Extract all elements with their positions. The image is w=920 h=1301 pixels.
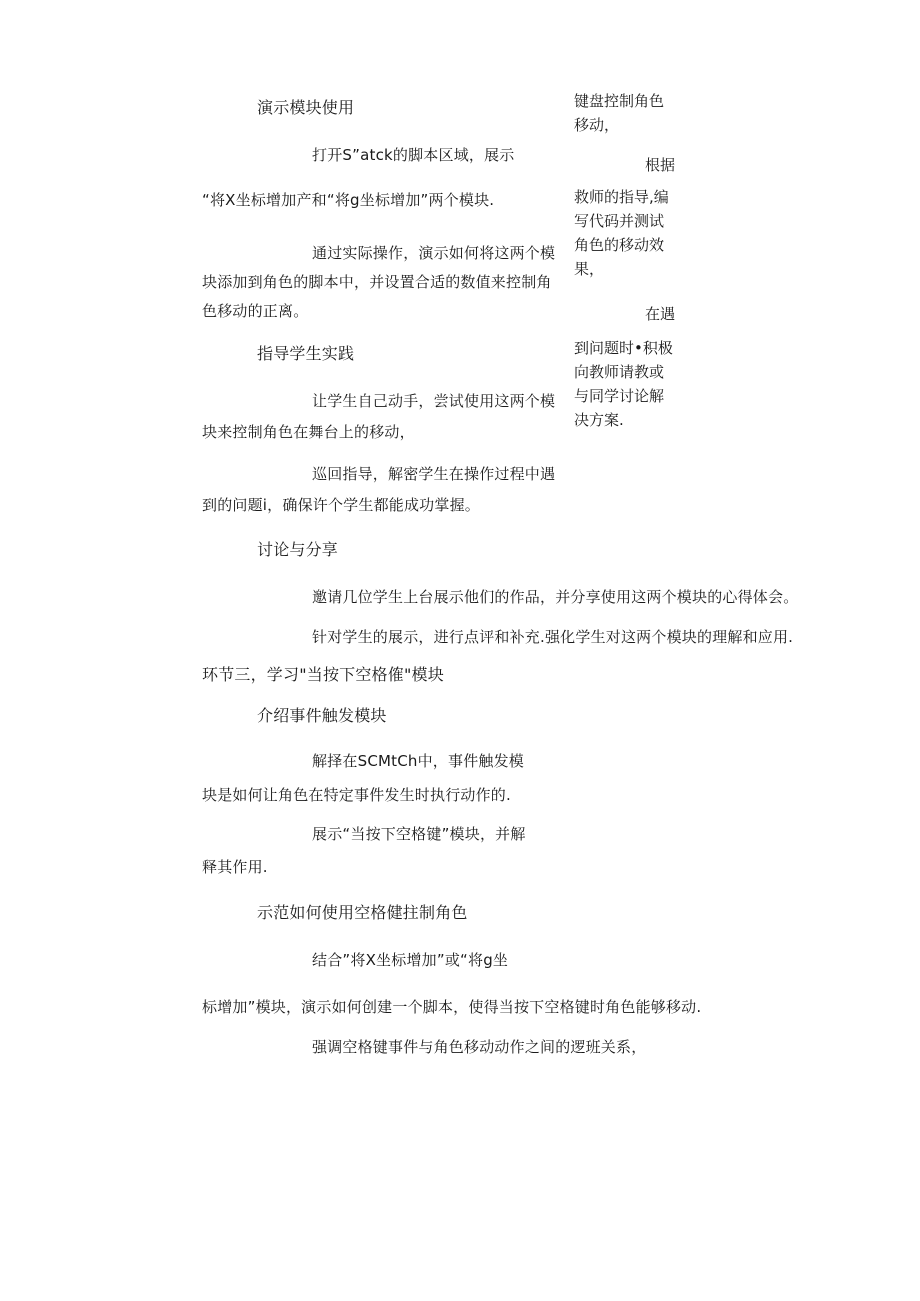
side-note-line: 写代码并测试 (574, 212, 665, 230)
side-note-line: 与同学讨论解 (574, 387, 665, 405)
side-note-line: 在遇 (645, 305, 676, 323)
paragraph-line: 释其作用. (202, 858, 268, 876)
section-heading-practice: 指导学生实践 (257, 344, 355, 363)
side-note-line: 角色的移动效 (574, 236, 665, 254)
side-note-line: 移动， (574, 116, 620, 134)
side-note-line: 救师的指导,编 (574, 188, 669, 206)
paragraph-line: 标增加”模块，演示如何创建一个脚本，使得当按下空格键时角色能够移动. (202, 998, 702, 1016)
section-heading-space: 示范如何使用空格健拄制角色 (257, 903, 468, 922)
section-heading-event: 介绍事件触发模块 (257, 706, 387, 725)
side-note-line: 决方案. (574, 411, 624, 429)
side-note-line: 根据 (645, 156, 676, 174)
paragraph-line: 块添加到角色的脚本中，并设置合适的数值来控制角 (202, 273, 552, 291)
paragraph-line: “将X坐标增加产和“将g坐标增加”两个模块. (202, 191, 495, 209)
side-note-line: 果， (574, 260, 605, 278)
paragraph-line: 针对学生的展示，进行点评和补充.强化学生对这两个模块的理解和应用. (312, 628, 794, 646)
paragraph-line: 块来控制角色在舞台上的移动， (202, 423, 415, 441)
paragraph-line: 通过实际操作，演示如何将这两个模 (312, 244, 556, 262)
paragraph-line: 到的问题i，确保许个学生都能成功掌握。 (202, 496, 480, 514)
section-heading-demo: 演示模块使用 (257, 98, 355, 117)
paragraph-line: 块是如何让角色在特定事件发生时执行动作的. (202, 786, 511, 804)
paragraph-line: 巡回指导，解密学生在操作过程中遇 (312, 465, 556, 483)
side-note-line: 键盘控制角色 (574, 92, 665, 110)
side-note-line: 到问题时•积极 (574, 339, 673, 357)
section-heading-discussion: 讨论与分享 (257, 540, 339, 559)
part-heading: 环节三，学习"当按下空格傕"模块 (202, 665, 444, 684)
paragraph-line: 让学生自己动手，尝试使用这两个模 (312, 392, 556, 410)
paragraph-line: 结合”将X坐标增加”或“将g坐 (312, 951, 509, 969)
paragraph-line: 色移动的正离。 (202, 302, 309, 320)
paragraph-line: 解择在SCMtCh中，事件触发模 (312, 752, 524, 770)
paragraph-line: 强调空格键事件与角色移动动作之间的逻班关系， (312, 1038, 647, 1056)
paragraph-line: 邀请几位学生上台展示他们的作品，并分享使用这两个模块的心得体会。 (312, 588, 799, 606)
side-note-line: 向教师请教或 (574, 363, 665, 381)
paragraph-line: 打开S”atck的脚本区域，展示 (312, 146, 515, 164)
paragraph-line: 展示“当按下空格键”模块，并解 (312, 825, 526, 843)
